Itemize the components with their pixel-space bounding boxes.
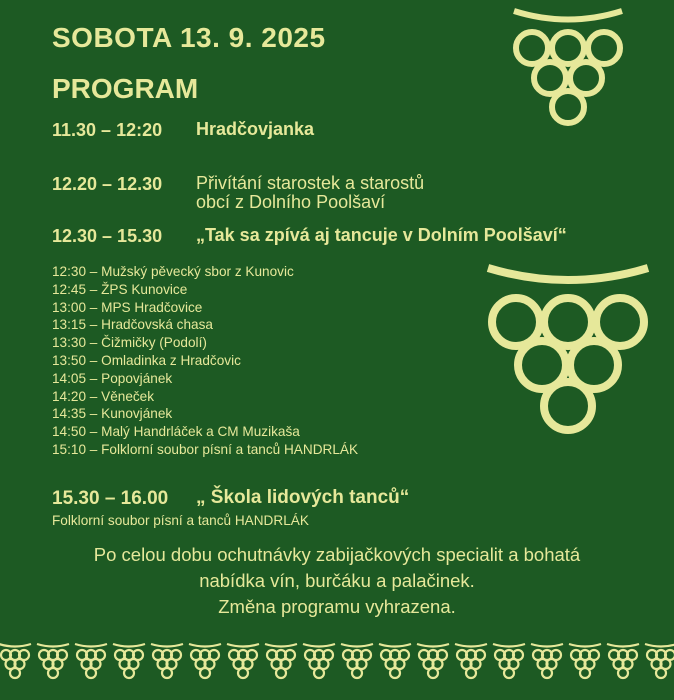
schedule-item: 14:05 – Popovjánek xyxy=(52,370,173,386)
program-item xyxy=(52,120,314,141)
program-desc: Hradčovjanka xyxy=(196,119,315,139)
schedule-item: 13:00 – MPS Hradčovice xyxy=(52,299,203,315)
schedule-item: 14:35 – Kunovjánek xyxy=(52,406,173,422)
schedule-item: 12:45 – ŽPS Kunovice xyxy=(52,281,188,297)
footer-line: nabídka vín, burčáku a palačinek. xyxy=(199,570,475,591)
schedule-item: 14:20 – Věneček xyxy=(52,388,155,404)
program-time: 12.20 – 12.30 xyxy=(52,174,163,194)
grape-icon xyxy=(508,6,628,126)
schedule-item: 15:10 – Folklorní soubor písní a tanců HANDRLÁK xyxy=(52,441,359,457)
schedule-item: 12:30 – Mužský pěvecký sbor z Kunovic xyxy=(52,264,294,279)
program-time: 11.30 – 12:20 xyxy=(52,120,163,140)
school-time: 15.30 – 16.00 xyxy=(52,488,169,509)
performance-schedule xyxy=(52,263,358,459)
grape-icon xyxy=(482,262,654,434)
program-item xyxy=(52,226,567,247)
schedule-item: 13:15 – Hradčovská chasa xyxy=(52,317,213,333)
schedule-item: 13:30 – Čižmičky (Podolí) xyxy=(52,335,207,351)
schedule-item: 13:50 – Omladinka z Hradčovic xyxy=(52,352,241,368)
program-desc-line: obcí z Dolního Poolšaví xyxy=(196,192,386,212)
program-desc: „Tak sa zpívá aj tancuje v Dolním Poolšaví“ xyxy=(196,225,567,245)
program-title: PROGRAM xyxy=(52,73,199,104)
program-item xyxy=(52,174,424,212)
grape-border xyxy=(0,636,674,686)
program-time: 12.30 – 15.30 xyxy=(52,226,163,246)
footer-note xyxy=(0,542,674,620)
footer-line: Po celou dobu ochutnávky zabijačkových specialit a bohatá xyxy=(93,544,581,565)
footer-line: Změna programu vyhrazena. xyxy=(218,596,456,617)
school-item xyxy=(52,488,409,510)
event-date: SOBOTA 13. 9. 2025 xyxy=(52,22,326,53)
program-desc-line: Přivítání starostek a starostů xyxy=(196,173,425,193)
program-desc xyxy=(196,174,424,212)
schedule-item: 14:50 – Malý Handrláček a CM Muzikaša xyxy=(52,424,300,440)
school-title: „ Škola lidových tanců“ xyxy=(196,487,410,508)
school-subtitle: Folklorní soubor písní a tanců HANDRLÁK xyxy=(52,513,309,528)
